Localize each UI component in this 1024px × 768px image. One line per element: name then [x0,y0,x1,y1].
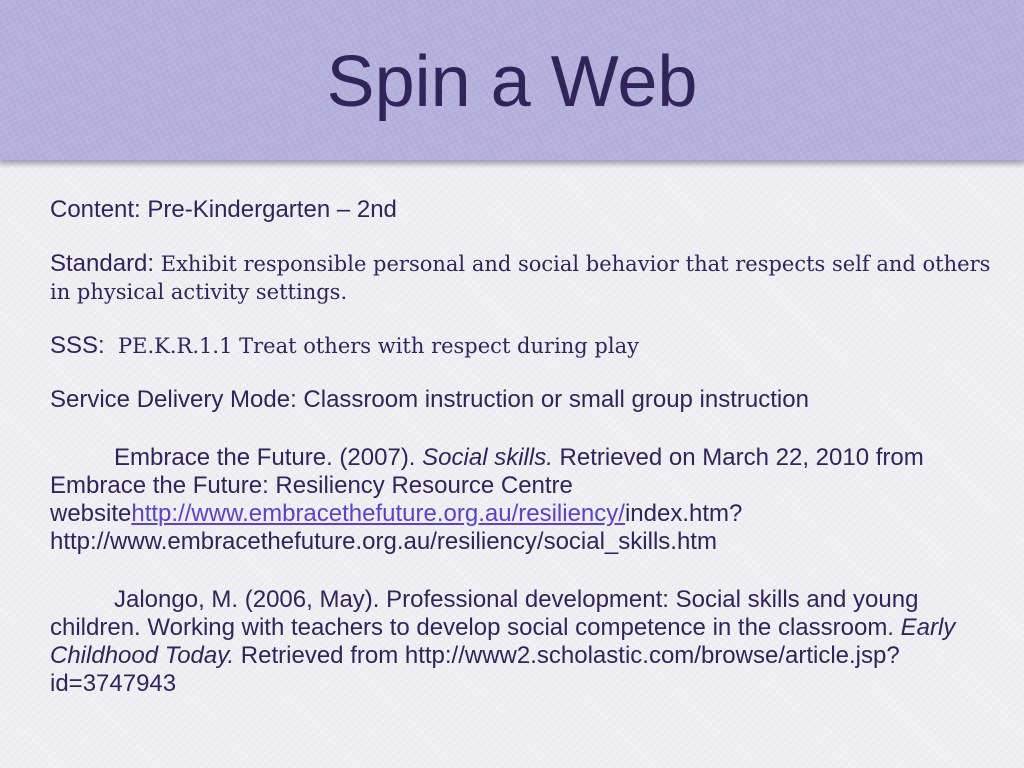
reference-1-url-tail: index.htm?http://www.embracethefuture.org.au/resiliency/social_skills.htm [50,500,743,555]
reference-1-link[interactable]: http://www.embracethefuture.org.au/resiliency/ [131,500,625,527]
reference-1-text: Embrace the Future. (2007). [114,444,423,471]
sss-text: PE.K.R.1.1 Treat others with respect during play [118,334,639,358]
sss-paragraph [50,332,1012,360]
content-line: Content: Pre-Kindergarten – 2nd [50,196,397,223]
slide-title: Spin a Web [326,42,698,122]
reference-2-retrieved: Retrieved from http://www2.scholastic.com/browse/article.jsp?id=3747943 [50,642,900,697]
standard-label: Standard: [50,250,155,277]
standard-text: Exhibit responsible personal and social behavior that respects self and others in physical activity settings. [50,252,991,304]
reference-1-retrieved: Retrieved on March 22, 2010 from Embrace the Future: Resiliency Resource Centre website [50,444,924,527]
service-delivery-line: Service Delivery Mode: Classroom instruction or small group instruction [50,386,809,413]
standard-paragraph [50,250,1012,306]
sss-label: SSS: [50,332,105,359]
slide-body [50,196,1012,698]
reference-1-italic-title: Social skills. [422,444,553,471]
reference-jalongo [50,586,1012,698]
reference-embrace-the-future [50,444,1012,556]
title-bar-shadow [0,160,1024,168]
reference-2-italic-title: Early Childhood Today. [50,614,956,669]
reference-2-text: Jalongo, M. (2006, May). Professional development: Social skills and young children. Working with teachers to develop social competence in the classroom. [50,586,919,641]
